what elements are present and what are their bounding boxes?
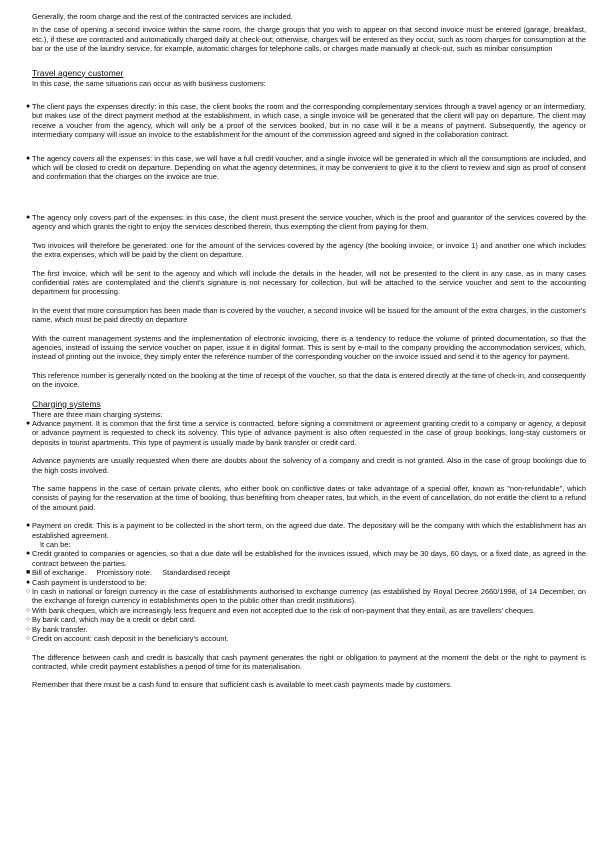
paragraph-cash-vs-credit: The difference between cash and credit is basically that cash payment generates the right or obligation to payment at the moment the debt or the right to payment is contracted, while credit payment establishes a period of time for its materialisation. [32, 652, 586, 671]
cash-item-bank-card: ○ By bank card, which may be a credit or debit card. [26, 615, 196, 625]
bullet-dot-icon: ● [26, 213, 31, 221]
cash-item-bank-transfer: ○ By bank transfer. [26, 624, 88, 634]
bullet-dot-icon: ● [26, 550, 31, 558]
paragraph-advance-doubts: Advance payments are usually requested when there are doubts about the solvency of a company and credit is not granted. Also in the case of group bookings due to the high costs involved. [32, 456, 586, 475]
bullet-dot-icon: ● [26, 419, 31, 427]
cash-item-credit-on-account: ○ Credit on account: cash deposit in the beneficiary's account. [26, 634, 229, 644]
travel-agency-heading: Travel agency customer [32, 67, 124, 78]
paragraph-non-refundable: The same happens in the case of certain private clients, who either book on conflictive dates or take advantage of a special offer, known as "non-refundable", which consists of paying for the reservation at the time of booking, thus benefiting from cheaper rates, but which, in the event of cancellation, do not entitle the client to a refund of the amount paid. [32, 484, 586, 512]
circle-bullet-icon: ○ [26, 616, 30, 624]
paragraph-two-invoices: Two invoices will therefore be generated: one for the amount of the services covered by the agency (the booking invoice, or invoice 1) and another one which includes the extra expenses, which will be paid by the client on departure. [32, 240, 586, 260]
square-bullet-icon: ■ [26, 569, 31, 577]
charging-systems-intro: There are three main charging systems: [32, 409, 163, 419]
paragraph-extra-consumption: In the event that more consumption has been made than is covered by the voucher, a second invoice will be issued for the amount of the extra charges, in the customer's name, which must be paid directly on departure [32, 305, 586, 325]
bullet-cash-payment: ● Cash payment is understood to be: [26, 577, 147, 587]
bullet-agency-covers-all: ● The agency covers all the expenses: in this case, we will have a full credit voucher, and a single invoice will be generated in which all the consumptions are included, and which will be closed to credit on departure. Depending on what the agency determines, it may be convenient to give it to the client to review and sign as proof of consent and confirmation that the charges on the invoice are true. [26, 153, 586, 182]
bullet-credit-companies: ● Credit granted to companies or agencies, so that a due date will be established for the invoices issued, which may be 30 days, 60 days, or a fixed date, as agreed in the contract between the parties. [26, 549, 586, 568]
intro-line: Generally, the room charge and the rest of the contracted services are included. [32, 12, 293, 21]
circle-bullet-icon: ○ [26, 635, 30, 643]
paragraph-electronic-invoicing: With the current management systems and the implementation of electronic invoicing, there is a tendency to reduce the volume of printed documentation, so that the agencies, instead of issuing the service voucher on paper, issue it in digital format. This is sent by e-mail to the company providing the accommodation services, which, instead of printing out the invoice, they simply enter the reference number of the corresponding voucher on the invoice issued and send it to the agency for payment. [32, 333, 586, 362]
travel-agency-intro: In this case, the same situations can occur as with business customers: [32, 78, 266, 88]
promissory-note: Promissory note. [96, 568, 152, 578]
circle-bullet-icon: ○ [26, 588, 30, 596]
bullet-advance-payment: ● Advance payment. It is common that the first time a service is contracted, before signing a commitment or agreement granting credit to a company or agency, a deposit or advance payment is requested to check its solvency. This type of advance payment is also often requested in the case of group bookings, long-stay customers or deposits in tourist apartments. This type of payment is usually made by bank transfer or credit card. [26, 418, 586, 447]
it-can-be-line: It can be: [40, 540, 71, 550]
circle-bullet-icon: ○ [26, 606, 30, 614]
bullet-dot-icon: ● [26, 103, 31, 111]
bullet-dot-icon: ● [26, 578, 31, 586]
bullet-direct-payment: ● The client pays the expenses directly: in this case, the client books the room and the corresponding complementary services through a travel agency or an intermediary, but makes use of the direct payment method at the establishment, in which case, a single invoice will be generated that the client will pay on departure. The client may receive a voucher from the agency, which will only be a proof of the services booked, but in no case will it be a means of payment. Subsequently, the agency or intermediary company will issue an invoice to the establishment for the amount of the commission agreed and signed in the collaboration contract. [26, 102, 586, 140]
charging-systems-heading: Charging systems [32, 398, 101, 409]
paragraph-reference-number: This reference number is generally noted on the booking at the time of receipt of the voucher, so that the data is entered directly at the time of check-in, and consequently on the invoice. [32, 370, 586, 390]
bullet-dot-icon: ● [26, 154, 31, 162]
bullet-payment-on-credit: ● Payment on credit. This is a payment to be collected in the short term, on the agreed due date. The depositary will be the company with which the establishment has an established agreement. [26, 521, 586, 540]
intro-paragraph: In the case of opening a second invoice within the same room, the charge groups that you wish to appear on that second invoice must be entered (garage, breakfast, etc.), if these are contracted and automatically charged daily at check-out; otherwise, charges will be entered as they occur, such as room charges for consumption at the bar or the use of the laundry service, for example, automatic charges for telephone calls, or charges made manually at check-out, such as minibar consumption [32, 25, 586, 54]
credit-instruments-row [26, 568, 586, 578]
circle-bullet-icon: ○ [26, 625, 30, 633]
standardised-receipt: Standardised receipt [162, 568, 231, 578]
bullet-dot-icon: ● [26, 522, 31, 530]
paragraph-first-invoice: The first invoice, which will be sent to the agency and which will include the details in the header, will not be presented to the client in any case, as in many cases confidential rates are contemplated and the client's signature is not necessary for collection, but will be attached to the service voucher and sent to the accounting department for processing. [32, 268, 586, 297]
paragraph-cash-fund: Remember that there must be a cash fund to ensure that sufficient cash is available to meet cash payments made by customers. [32, 680, 453, 690]
cash-item-currency: ○ In cash in national or foreign currency in the case of establishments authorised to exchange currency (as established by Royal Decree 2660/1998, of 14 December, on the exchange of foreign currency in establishments open to the public other than credit institutions). [26, 587, 586, 606]
bill-of-exchange: Bill of exchange. [32, 568, 87, 578]
bullet-agency-covers-part: ● The agency only covers part of the expenses: in this case, the client must present the service voucher, which is the proof and guarantor of the services covered by the agency and which grants the right to enjoy the services described therein, thus exempting the client from paying for them. [26, 212, 586, 232]
cash-item-cheques: ○ With bank cheques, which are increasingly less frequent and even not accepted due to the risk of non-payment that they entail, as are travellers' cheques. [26, 605, 536, 615]
